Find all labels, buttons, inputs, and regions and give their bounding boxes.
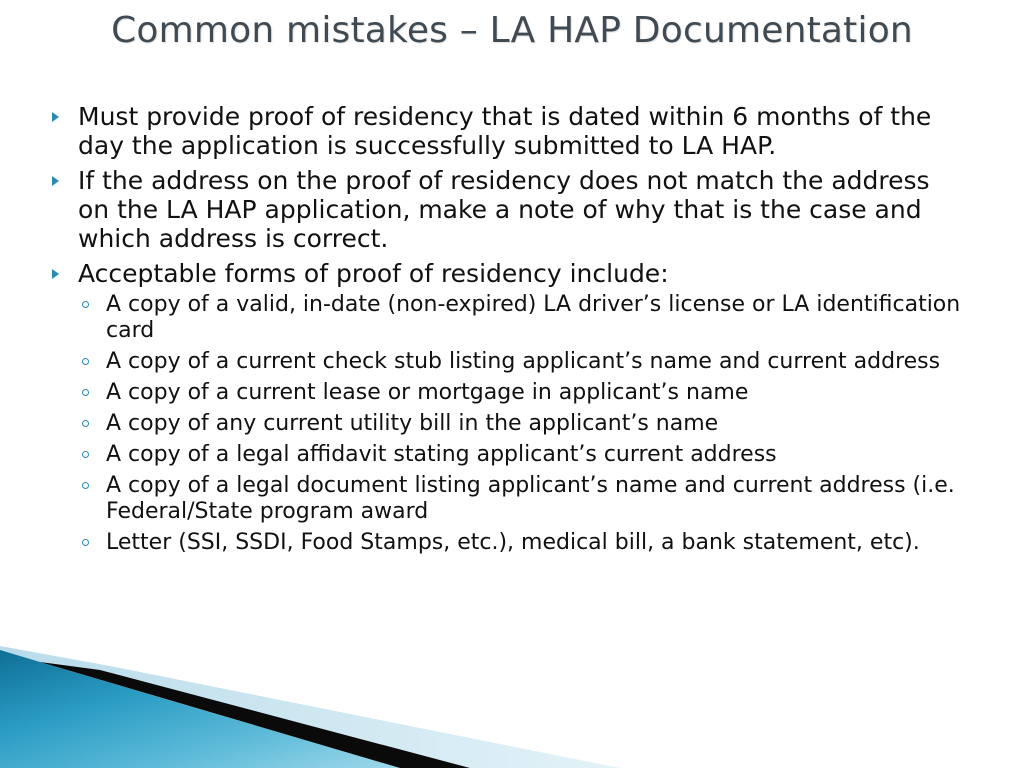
sub-list-item: [78, 411, 968, 437]
sub-bullet-text: A copy of a current lease or mortgage in applicant’s name: [106, 380, 749, 405]
circle-bullet-icon: [82, 358, 89, 365]
circle-bullet-icon: [82, 539, 89, 546]
sub-bullet-text: A copy of a valid, in-date (non-expired) LA driver’s license or LA identification card: [106, 292, 961, 343]
triangle-bullet-icon: [52, 269, 59, 279]
sub-bullet-text: A copy of a current check stub listing applicant’s name and current address: [106, 349, 941, 374]
slide-body: [48, 102, 968, 562]
list-item: [48, 166, 968, 253]
triangle-bullet-icon: [52, 112, 59, 122]
circle-bullet-icon: [82, 451, 89, 458]
circle-bullet-icon: [82, 389, 89, 396]
circle-bullet-icon: [82, 482, 89, 489]
sub-list-item: [78, 292, 968, 344]
sub-bullet-text: A copy of any current utility bill in the applicant’s name: [106, 411, 719, 436]
bullet-list: [48, 102, 968, 556]
sub-bullet-list: [78, 292, 968, 556]
sub-list-item: [78, 442, 968, 468]
bullet-text: Must provide proof of residency that is dated within 6 months of the day the application is successfully submitted to LA HAP.: [78, 102, 932, 160]
sub-bullet-text: Letter (SSI, SSDI, Food Stamps, etc.), medical bill, a bank statement, etc).: [106, 530, 920, 555]
sub-bullet-text: A copy of a legal document listing applicant’s name and current address (i.e. Federal/State program award: [106, 473, 955, 524]
list-item: [48, 102, 968, 160]
triangle-bullet-icon: [52, 176, 59, 186]
bullet-text: Acceptable forms of proof of residency include:: [78, 259, 669, 288]
sub-list-item: [78, 530, 968, 556]
sub-bullet-text: A copy of a legal affidavit stating applicant’s current address: [106, 442, 777, 467]
sub-list-item: [78, 380, 968, 406]
sub-list-item: [78, 349, 968, 375]
decorative-swoosh: [0, 640, 1024, 768]
circle-bullet-icon: [82, 301, 89, 308]
bullet-text: If the address on the proof of residency does not match the address on the LA HAP application, make a note of why that is the case and which address is correct.: [78, 166, 930, 253]
circle-bullet-icon: [82, 420, 89, 427]
slide-title: Common mistakes – LA HAP Documentation: [111, 10, 913, 51]
list-item: [48, 259, 968, 556]
sub-list-item: [78, 473, 968, 525]
